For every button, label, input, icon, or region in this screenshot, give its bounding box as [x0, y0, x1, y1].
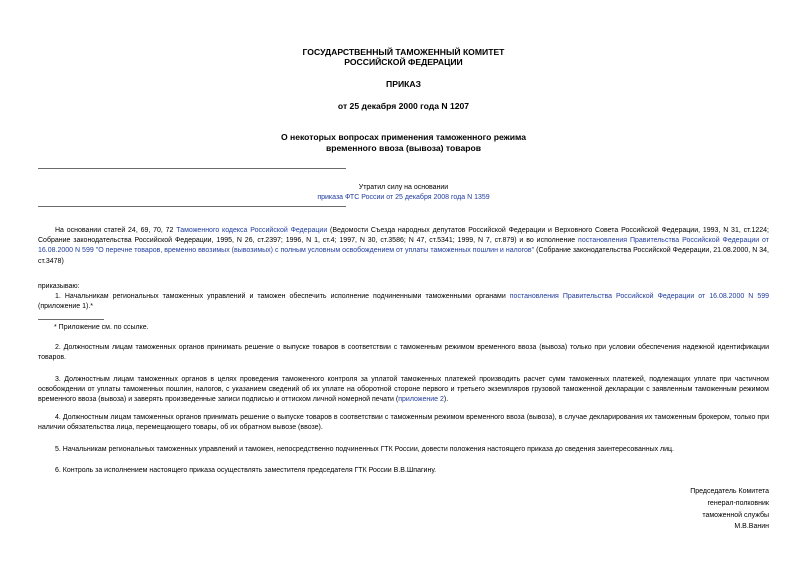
appendix-2-link[interactable]: приложение 2 — [398, 396, 444, 404]
preamble-paragraph — [38, 226, 769, 267]
doc-date-number: от 25 декабря 2000 года N 1207 — [337, 101, 470, 111]
signature-rank: генерал-полковник — [707, 499, 769, 507]
signature-position: Председатель Комитета — [690, 488, 769, 495]
item-3 — [38, 375, 769, 406]
preamble-text-3: (Собрание законодательства Российской Федерации, 21.08.2000, N 34, ст.3478) — [38, 247, 769, 265]
item-5: 5. Начальникам региональных таможенных управлений и таможен, непосредственно подчиненных ГТК России, довести положения настоящего приказа до сведения заинтересованных лиц. — [55, 446, 674, 453]
footnote: * Приложение см. по ссылке. — [54, 324, 149, 331]
divider-top — [38, 168, 346, 169]
signature-block — [569, 486, 769, 533]
status-link[interactable]: приказа ФТС России от 25 декабря 2008 года N 1359 — [317, 194, 490, 201]
item-3-text: 3. Должностным лицам таможенных органов в целях проведения таможенного контроля за уплатой таможенных платежей производить расчет сумм таможенных платежей, подлежащих уплате при частичном освобождении от уплаты таможенных пошлин, налогов, с указанием сведений об их уплате на оборотной стороне первого и третьего экземпляров грузовой таможенной декларации с заявленным таможенным режимом временного ввоза (вывоза) и заверять произведенные записи подписью и оттиском личной номерной печати ( — [38, 376, 769, 404]
org-name-line1: ГОСУДАРСТВЕННЫЙ ТАМОЖЕННЫЙ КОМИТЕТ — [302, 47, 505, 57]
org-name-line2: РОССИЙСКОЙ ФЕДЕРАЦИИ — [344, 57, 463, 67]
divider-bottom — [38, 206, 346, 207]
order-word: приказываю: — [38, 283, 80, 290]
item-1-tail: (приложение 1).* — [38, 303, 93, 311]
doc-title-line2: временного ввоза (вывоза) товаров — [325, 143, 482, 153]
signature-name: М.В.Ванин — [734, 523, 769, 531]
signature-service: таможенной службы — [702, 511, 769, 519]
doc-type: ПРИКАЗ — [386, 79, 421, 89]
status-link-row — [200, 192, 607, 203]
item-1-text: 1. Начальникам региональных таможенных управлений и таможен обеспечить исполнение подчиненными таможенными органами — [55, 293, 510, 300]
resolution-599-link[interactable]: постановления Правительства Российской Федерации от 16.08.2000 N 599 "О перечне товаров, временно ввозимых (вывозимых) с полным условным освобождением от уплаты таможенных пошлин и налогов" — [38, 237, 770, 255]
preamble-text-1: На основании статей 24, 69, 70, 72 — [55, 227, 177, 234]
item-4: 4. Должностным лицам таможенных органов принимать решение о выпуске товаров в соответствии с таможенным режимом временного ввоза (вывоза), в случае декларирования их таможенным брокером, только при наличии обязательства лица, перемещающего товары, об их обратном вывозе (ввозе). — [38, 414, 769, 432]
doc-title-line1: О некоторых вопросах применения таможенного режима — [280, 132, 527, 142]
footnote-divider — [38, 319, 104, 320]
item-6: 6. Контроль за исполнением настоящего приказа осуществлять заместителя председателя ГТК России В.В.Шпагину. — [55, 467, 437, 474]
item-1-link[interactable]: постановления Правительства Российской Федерации от 16.08.2000 N 599 — [509, 293, 769, 300]
tax-code-link[interactable]: Таможенного кодекса Российской Федерации — [176, 227, 328, 234]
status-note: Утратил силу на основании — [358, 184, 449, 191]
preamble-text-2: (Ведомости Съезда народных депутатов Российской Федерации и Верховного Совета Российской Федерации, 1993, N 31, ст.1224; Собрание законодательства Российской Федерации, 1995, N 26, ст.2397; 1996, N 1, ст.4; 1997, N 30, ст.3586; N 47, ст.5341; 1999, N 7, ст.879) и во исполнение — [38, 227, 769, 245]
item-2: 2. Должностным лицам таможенных органов принимать решение о выпуске товаров в соответствии с таможенным режимом временного ввоза (вывоза) только при условии обеспечения надежной идентификации товаров. — [38, 344, 769, 362]
item-1 — [38, 292, 769, 312]
item-3-tail: ). — [443, 396, 449, 404]
